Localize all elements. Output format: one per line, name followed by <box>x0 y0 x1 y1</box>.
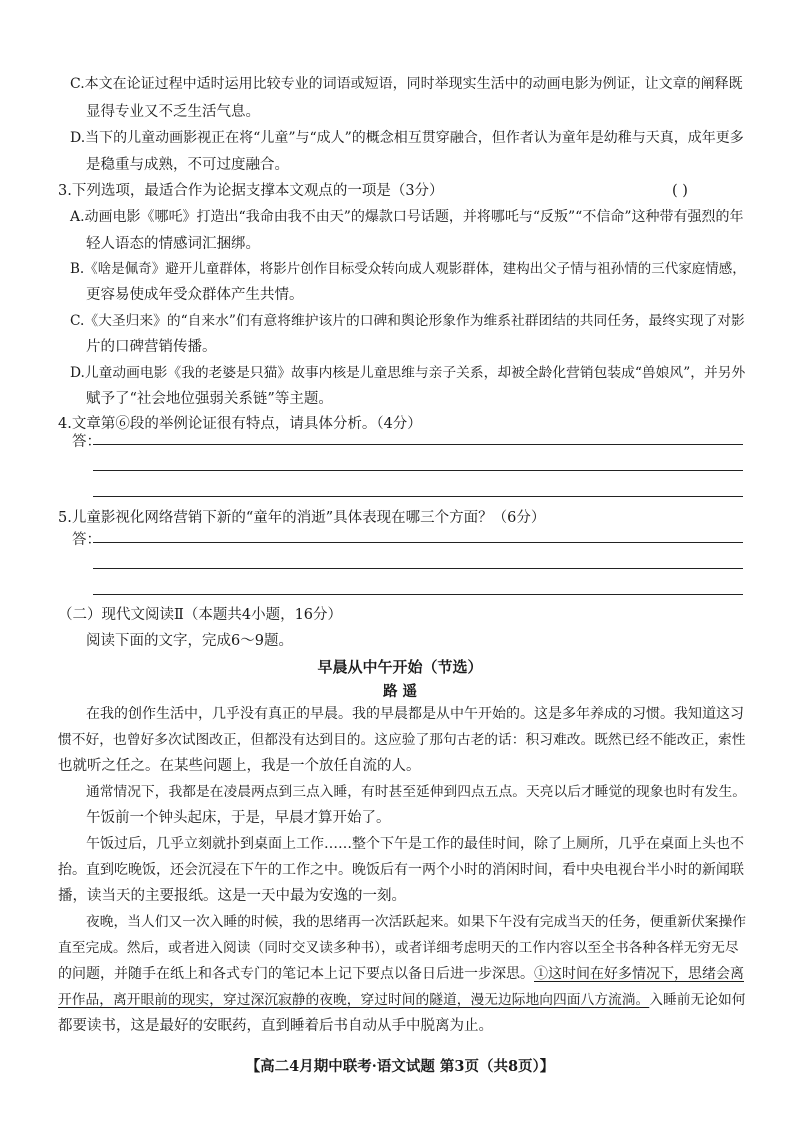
passage-p4-line3 <box>58 963 744 985</box>
q2-option-d-line1: D.当下的儿童动画影视正在将“儿童”与“成人”的概念相互贯穿融合，但作者认为童年是幼稚与天真，成年更多 <box>70 130 744 146</box>
q2-option-c-line2: 显得专业又不乏生活气息。 <box>86 104 260 120</box>
passage-p4-line4 <box>58 989 746 1011</box>
passage-p3-line1: 午饭过后，几乎立刻就扑到桌面上工作……整个下午是工作的最佳时间，除了上厕所，几乎在桌面上头也不 <box>86 836 744 852</box>
passage-p3-line2: 抬。直到吃晚饭，还会沉浸在下午的工作之中。晚饭后有一两个小时的消闲时间，看中央电视台半小时的新闻联 <box>58 862 744 878</box>
q5-answer-line-3[interactable] <box>93 594 743 595</box>
q3-option-d-line1: D.儿童动画电影《我的老婆是只猫》故事内核是儿童思维与亲子关系，却被全龄化营销包装成“兽娘风”，并另外 <box>70 365 746 381</box>
passage-p1-line2: 惯不好，也曾好多次试图改正，但都没有达到目的。这应验了那句古老的话：积习难改。既然已经不能改正，索性 <box>58 732 746 748</box>
q5-stem: 5.儿童影视化网络营销下新的“童年的消逝”具体表现在哪三个方面？（6分） <box>58 510 546 526</box>
passage-p2-line2: 午饭前一个钟头起床，于是，早晨才算开始了。 <box>86 810 391 826</box>
passage-p3-line3: 播，读当天的主要报纸。这是一天中最为安逸的一刻。 <box>58 888 406 904</box>
section-instruction: 阅读下面的文字，完成6～9题。 <box>86 633 293 649</box>
q4-stem: 4.文章第⑥段的举例论证很有特点，请具体分析。（4分） <box>58 416 422 432</box>
passage-p4-line1: 夜晚，当人们又一次入睡的时候，我的思绪再一次活跃起来。如果下午没有完成当天的任务，便重新伏案操作 <box>86 914 747 930</box>
q3-option-a-line1: A.动画电影《哪吒》打造出“我命由我不由天”的爆款口号话题，并将哪吒与“反叛”“不信命”这种带有强烈的年 <box>70 209 744 225</box>
q4-answer-line-1[interactable] <box>93 444 743 445</box>
q5-answer-line-1[interactable] <box>93 542 743 543</box>
q5-answer-label: 答： <box>72 532 101 548</box>
passage-title: 早晨从中午开始（节选） <box>317 658 483 676</box>
q3-stem: 3.下列选项，最适合作为论据支撑本文观点的一项是（3分） <box>58 183 444 199</box>
underlined-sentence-1-part2: 开作品，离开眼前的现实，穿过深沉寂静的夜晚，穿过时间的隧道，漫无边际地向四面八方流淌。 <box>58 992 650 1008</box>
passage-p4-line3-text: 的问题，并随手在纸上和各式专门的笔记本上记下要点以备日后进一步深思。 <box>58 966 534 982</box>
q3-option-b-line1: B.《啥是佩奇》避开儿童群体，将影片创作目标受众转向成人观影群体，建构出父子情与祖孙情的三代家庭情感， <box>70 261 746 277</box>
passage-p4-line2: 直至完成。然后，或者进入阅读（同时交叉读多种书），或者详细考虑明天的工作内容以至全书各种各样无穷无尽 <box>58 940 739 956</box>
passage-author: 路 遥 <box>382 683 418 700</box>
q3-option-b-line2: 更容易使成年受众群体产生共情。 <box>86 287 304 303</box>
passage-p4-line4-text: 入睡前无论如何 <box>649 992 746 1008</box>
passage-p1-line3: 也就听之任之。在某些问题上，我是一个放任自流的人。 <box>58 758 421 774</box>
q3-option-a-line2: 轻人语态的情感词汇捆绑。 <box>86 236 260 252</box>
q3-answer-paren[interactable]: ( ) <box>672 183 688 199</box>
passage-p2-line1: 通常情况下，我都是在凌晨两点到三点入睡，有时甚至延伸到四点五点。天亮以后才睡觉的现象也时有发生。 <box>86 784 747 800</box>
q5-answer-line-2[interactable] <box>93 568 743 569</box>
underlined-sentence-1-part1: ①这时间在好多情况下，思绪会离 <box>534 966 744 982</box>
passage-p4-line5: 都要读书，这是最好的安眠药，直到睡着后书自动从手中脱离为止。 <box>58 1018 493 1034</box>
page-footer: 【高二4月期中联考·语文试题 第3页（共8页）】 <box>245 1058 555 1075</box>
passage-p1-line1: 在我的创作生活中，几乎没有真正的早晨。我的早晨都是从中午开始的。这是多年养成的习惯。我知道这习 <box>86 706 744 722</box>
q2-option-c-line1: C.本文在论证过程中适时运用比较专业的词语或短语，同时举现实生活中的动画电影为例证，让文章的阐释既 <box>70 76 743 92</box>
q3-option-d-line2: 赋予了“社会地位强弱关系链”等主题。 <box>86 391 333 407</box>
q4-answer-line-2[interactable] <box>93 470 743 471</box>
q4-answer-label: 答： <box>72 434 101 450</box>
q4-answer-line-3[interactable] <box>93 496 743 497</box>
q2-option-d-line2: 是稳重与成熟，不可过度融合。 <box>86 157 289 173</box>
section-heading: （二）现代文阅读Ⅱ（本题共4小题，16分） <box>58 607 343 623</box>
q3-option-c-line2: 片的口碑营销传播。 <box>86 339 217 355</box>
q3-option-c-line1: C.《大圣归来》的“自来水”们有意将维护该片的口碑和舆论形象作为维系社群团结的共同任务，最终实现了对影 <box>70 313 745 329</box>
